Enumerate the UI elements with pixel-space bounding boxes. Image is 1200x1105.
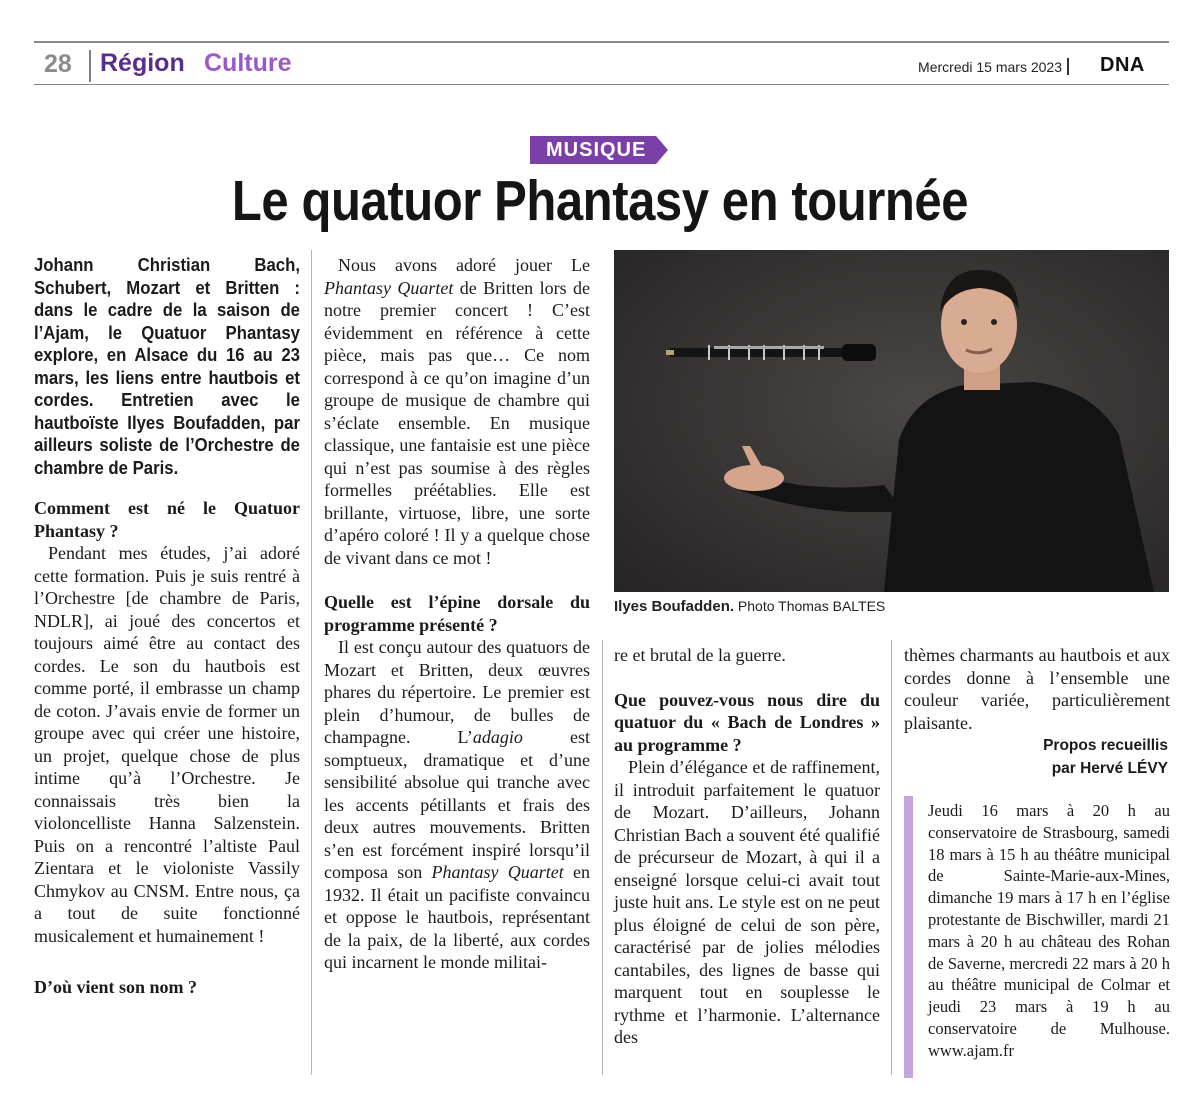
answer-1: Pendant mes études, j’ai adoré cette formation. Puis je suis rentré à l’Orchestre [de chambre de Paris, NDLR], ai joué des concertos et toujours aimé être au contact des cordes. Le son du hautbois est comme porté, il embrasse un champ de coton. J’avais envie de former un groupe avec qui créer une histoire, un projet, quelque chose de plus intime qu’à l’Orchestre. Je connaissais très bien la violoncelliste Hanna Salzenstein. Puis on a rencontré l’altiste Paul Zientara et le violoniste Vassily Chmykov au CNSM. Entre nous, ça a tout de suite fonctionné musicalement et humainement !: [34, 543, 300, 946]
author-signature: [1043, 734, 1168, 780]
page-number: 28: [44, 50, 72, 78]
column-3: [614, 644, 880, 1049]
kicker-arrow-icon: [656, 136, 668, 164]
header-bottom-rule: [34, 84, 1169, 85]
answer-2-text-b: de Britten lors de notre premier concert ! C’est évidemment en référence à cette pièce, mais pas que… Ce nom correspond à ce qu’on imagine d’un groupe de musique de chambre qui s’éclate ensemble. En musique classique, une fantaisie est une pièce qui n’est pas soumise à des règles formelles préétablies. Elle est brillante, virtuose, libre, une sorte d’apéro coloré ! Il y a quelque chose de vivant dans ce mot !: [324, 277, 590, 568]
date-divider: [1067, 58, 1069, 75]
article-photo: [614, 250, 1169, 592]
event-dates-text: Jeudi 16 mars à 20 h au conservatoire de Strasbourg, samedi 18 mars à 15 h au théâtre municipal de Sainte-Marie-aux-Mines, dimanche 19 mars à 17 h en l’église protestante de Bischwiller, mardi 21 mars à 20 h au château des Rohan de Saverne, mercredi 22 mars à 20 h au théâtre municipal de Colmar et jeudi 23 mars à 19 h au conservatoire de Mulhouse. www.ajam.fr: [928, 801, 1170, 1060]
column-rule-1: [311, 250, 312, 1075]
chapo: Johann Christian Bach, Schubert, Mozart et Britten : dans le cadre de la saison de l’Ajam, le Quatuor Phantasy explore, en Alsace du 16 au 23 mars, les liens entre hautbois et cordes. Entretien avec le hautboïste Ilyes Boufadden, par ailleurs soliste de l’Orchestre de chambre de Paris.: [34, 255, 300, 478]
answer-2: [324, 254, 590, 569]
column-rule-2: [602, 640, 603, 1075]
kicker-label: MUSIQUE: [546, 139, 647, 161]
oboist-photo-illustration: [614, 250, 1169, 592]
question-4: Que pouvez-vous nous dire du quatuor du « Bach de Londres » au programme ?: [614, 689, 880, 755]
column-2: [324, 254, 590, 974]
answer-4-continuation: thèmes charmants au hautbois et aux cordes donne à l’ensemble une couleur variée, particulièrement plaisante.: [904, 645, 1170, 733]
column-rule-3: [891, 640, 892, 1075]
question-1: Comment est né le Quatuor Phantasy ?: [34, 498, 300, 541]
answer-3-text-a: Il est conçu autour des quatuors de Mozart et Britten, deux œuvres phares du répertoire. Le premier est plein d’humour, de bulles de champagne. L’: [324, 637, 590, 747]
question-2: D’où vient son nom ?: [34, 977, 198, 997]
kicker-badge: [530, 136, 656, 164]
answer-2-work-title: Phantasy Quartet: [324, 277, 454, 298]
section-subtitle: Culture: [204, 49, 292, 77]
column-4: [904, 644, 1170, 734]
photo-caption: [614, 598, 885, 615]
event-info-box: [904, 796, 1176, 1078]
question-3: Quelle est l’épine dorsale du programme présenté ?: [324, 592, 590, 635]
caption-credit: Photo Thomas BALTES: [737, 598, 886, 614]
info-box-accent-bar: [904, 796, 913, 1078]
header-top-rule: [34, 41, 1169, 43]
header-divider: [89, 50, 91, 82]
answer-3: [324, 636, 590, 974]
answer-3-text-c: en 1932. Il était un pacifiste convaincu et oppose le hautbois, représentant de la paix, de la liberté, aux cordes qui incarnent le monde militai-: [324, 862, 590, 972]
answer-2-text-a: Nous avons adoré jouer Le: [338, 255, 590, 275]
caption-name: Ilyes Boufadden.: [614, 598, 735, 615]
answer-4: Plein d’élégance et de raffinement, il introduit parfaitement le quatuor de Mozart. D’ailleurs, Johann Christian Bach a souvent été qualifié de précurseur de Mozart, à qui il a enseigné lorsque celui-ci avait tout juste huit ans. Le style est on ne peut plus éloigné de celui de son père, caractérisé par de jolies mélodies cantabiles, des lignes de basse qui marquent tout en souplesse le rythme et l’harmonie. L’alternance des: [614, 757, 880, 1047]
issue-date: Mercredi 15 mars 2023: [918, 59, 1062, 75]
answer-3-work-title: Phantasy Quartet: [431, 862, 564, 882]
signature-line-1: Propos recueillis: [1043, 737, 1168, 754]
newspaper-logo: DNA: [1100, 54, 1145, 76]
column-1: [34, 254, 300, 999]
section-title: Région: [100, 49, 185, 77]
signature-line-2: par Hervé LÉVY: [1051, 760, 1168, 777]
headline: Le quatuor Phantasy en tournée: [231, 169, 969, 233]
answer-3-adagio: adagio: [472, 727, 523, 747]
answer-3-continuation: re et brutal de la guerre.: [614, 645, 786, 665]
answer-3-text-b: est somptueux, dramatique et d’une sensibilité absolue qui tranche avec les accents pétillants et frais des deux autres mouvements. Britten s’en est forcément inspiré lorsqu’il composa son: [324, 727, 590, 882]
